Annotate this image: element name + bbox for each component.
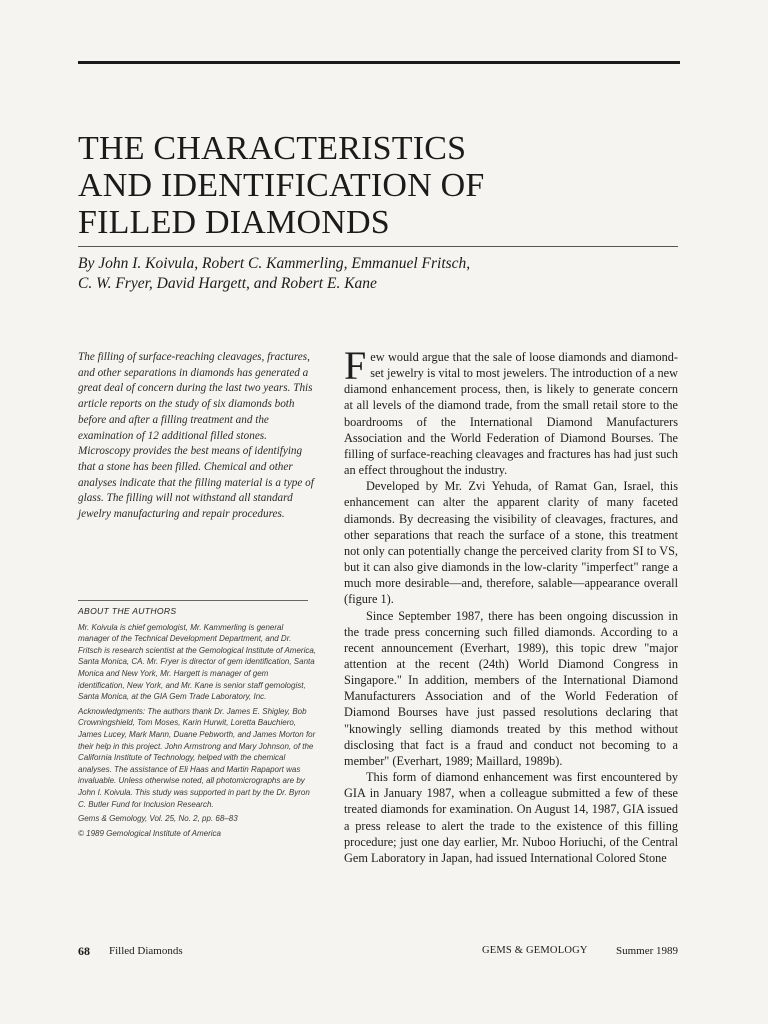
body-paragraph: Since September 1987, there has been ongoing discussion in the trade press concerning such filled diamonds. According to a recent announcement (Everhart, 1989), this topic drew "major attention at the recent (24th) World Diamond Congress in Singapore." In addition, members of the International Diamond Manufacturers Association and of the World Federation of Diamond Bourses have just passed resolutions declaring that "knowingly selling diamonds treated by this method without disclosing that fact is a fraud and conduct not becoming to a member" (Everhart, 1989; Maillard, 1989b).: [344, 608, 678, 768]
citation: Gems & Gemology, Vol. 25, No. 2, pp. 68–83: [78, 814, 238, 824]
article-body: [344, 343, 678, 866]
title-line: FILLED DIAMONDS: [78, 204, 390, 241]
about-authors-rule: [78, 600, 308, 601]
top-rule: [78, 61, 680, 64]
body-paragraph: Developed by Mr. Zvi Yehuda, of Ramat Gan, Israel, this enhancement can alter the apparent clarity of many faceted diamonds. By decreasing the visibility of cleavages, fractures, and other separations that reach the surface of a stone, this treatment not only can potentially change the perceived clarity from SI to VS, but it can also give diamonds in the low-clarity "imperfect" range a much more desirable—and, therefore, salable—appearance overall (figure 1).: [344, 479, 678, 607]
author-byline: [78, 254, 678, 294]
journal-name: GEMS & GEMOLOGY: [482, 945, 588, 956]
byline-line: C. W. Fryer, David Hargett, and Robert E. Kane: [78, 275, 377, 292]
body-paragraph: This form of diamond enhancement was first encountered by GIA in January 1987, when a colleague submitted a few of these treated diamonds for examination. On August 14, 1987, GIA issued a press release to alert the trade to the existence of this filling procedure; just one day earlier, Mr. Nuboo Horiuchi, of the Central Gem Laboratory in Japan, had issued International Colored Stone: [344, 770, 678, 865]
page-footer: [78, 944, 678, 960]
running-title: Filled Diamonds: [109, 945, 183, 957]
page-number: 68: [78, 944, 90, 958]
byline-line: By John I. Koivula, Robert C. Kammerling, Emmanuel Fritsch,: [78, 255, 471, 272]
title-line: AND IDENTIFICATION OF: [78, 167, 485, 204]
author-bios: Mr. Koivula is chief gemologist, Mr. Kammerling is general manager of the Technical Development Department, and Dr. Fritsch is research scientist at the Gemological Institute of America, Santa Monica, CA. Mr. Fryer is director of gem identification, Santa Monica and New York, Mr. Hargett is manager of gem identification, New York, and Mr. Kane is senior staff gemologist, Santa Monica, at the GIA Gem Trade Laboratory, Inc.: [78, 622, 317, 702]
drop-cap: F: [344, 343, 367, 388]
acknowledgments: Acknowledgments: The authors thank Dr. James E. Shigley, Bob Crowningshield, Tom Moses, Karin Hurwit, Loretta Bauchiero, James Lucey, Mark Mann, Duane Pebworth, and James Morton for their help in this project. John Armstrong and Mary Johnson, of the California Institute of Technology, helped with the chemical analyses. The assistance of Eli Haas and Martin Rapaport was invaluable. Unless otherwise noted, all photomicrographs are by John I. Koivula. This study was supported in part by the Dr. Byron C. Butler Fund for Inclusion Research.: [78, 706, 316, 809]
issue-date: Summer 1989: [615, 945, 678, 957]
article-title: [78, 130, 638, 241]
title-line: THE CHARACTERISTICS: [78, 130, 467, 167]
about-the-authors: [78, 606, 316, 842]
paragraph-text: ew would argue that the sale of loose diamonds and diamond-set jewelry is vital to most jewelers. The introduction of a new diamond enhancement process, then, is likely to generate concern at all levels of the diamond trade, from the small retail store to the boardrooms of the International Diamond Manufacturers Association and the World Federation of Diamond Bourses. The filling of surface-reaching cleavages and fractures has had just such an effect throughout the industry.: [344, 350, 678, 478]
about-heading: ABOUT THE AUTHORS: [78, 606, 177, 616]
body-paragraph: [344, 343, 678, 478]
copyright: © 1989 Gemological Institute of America: [78, 828, 221, 838]
title-rule: [78, 246, 678, 247]
abstract: The filling of surface-reaching cleavages, fractures, and other separations in diamonds has generated a great deal of concern during the last two years. This article reports on the study of six diamonds both before and after a filling treatment and the examination of 12 additional filled stones. Microscopy provides the best means of identifying that a stone has been filled. Chemical and other analyses indicate that the filling material is a type of glass. The filling will not withstand all standard jewelry manufacturing and repair procedures.: [78, 351, 314, 521]
